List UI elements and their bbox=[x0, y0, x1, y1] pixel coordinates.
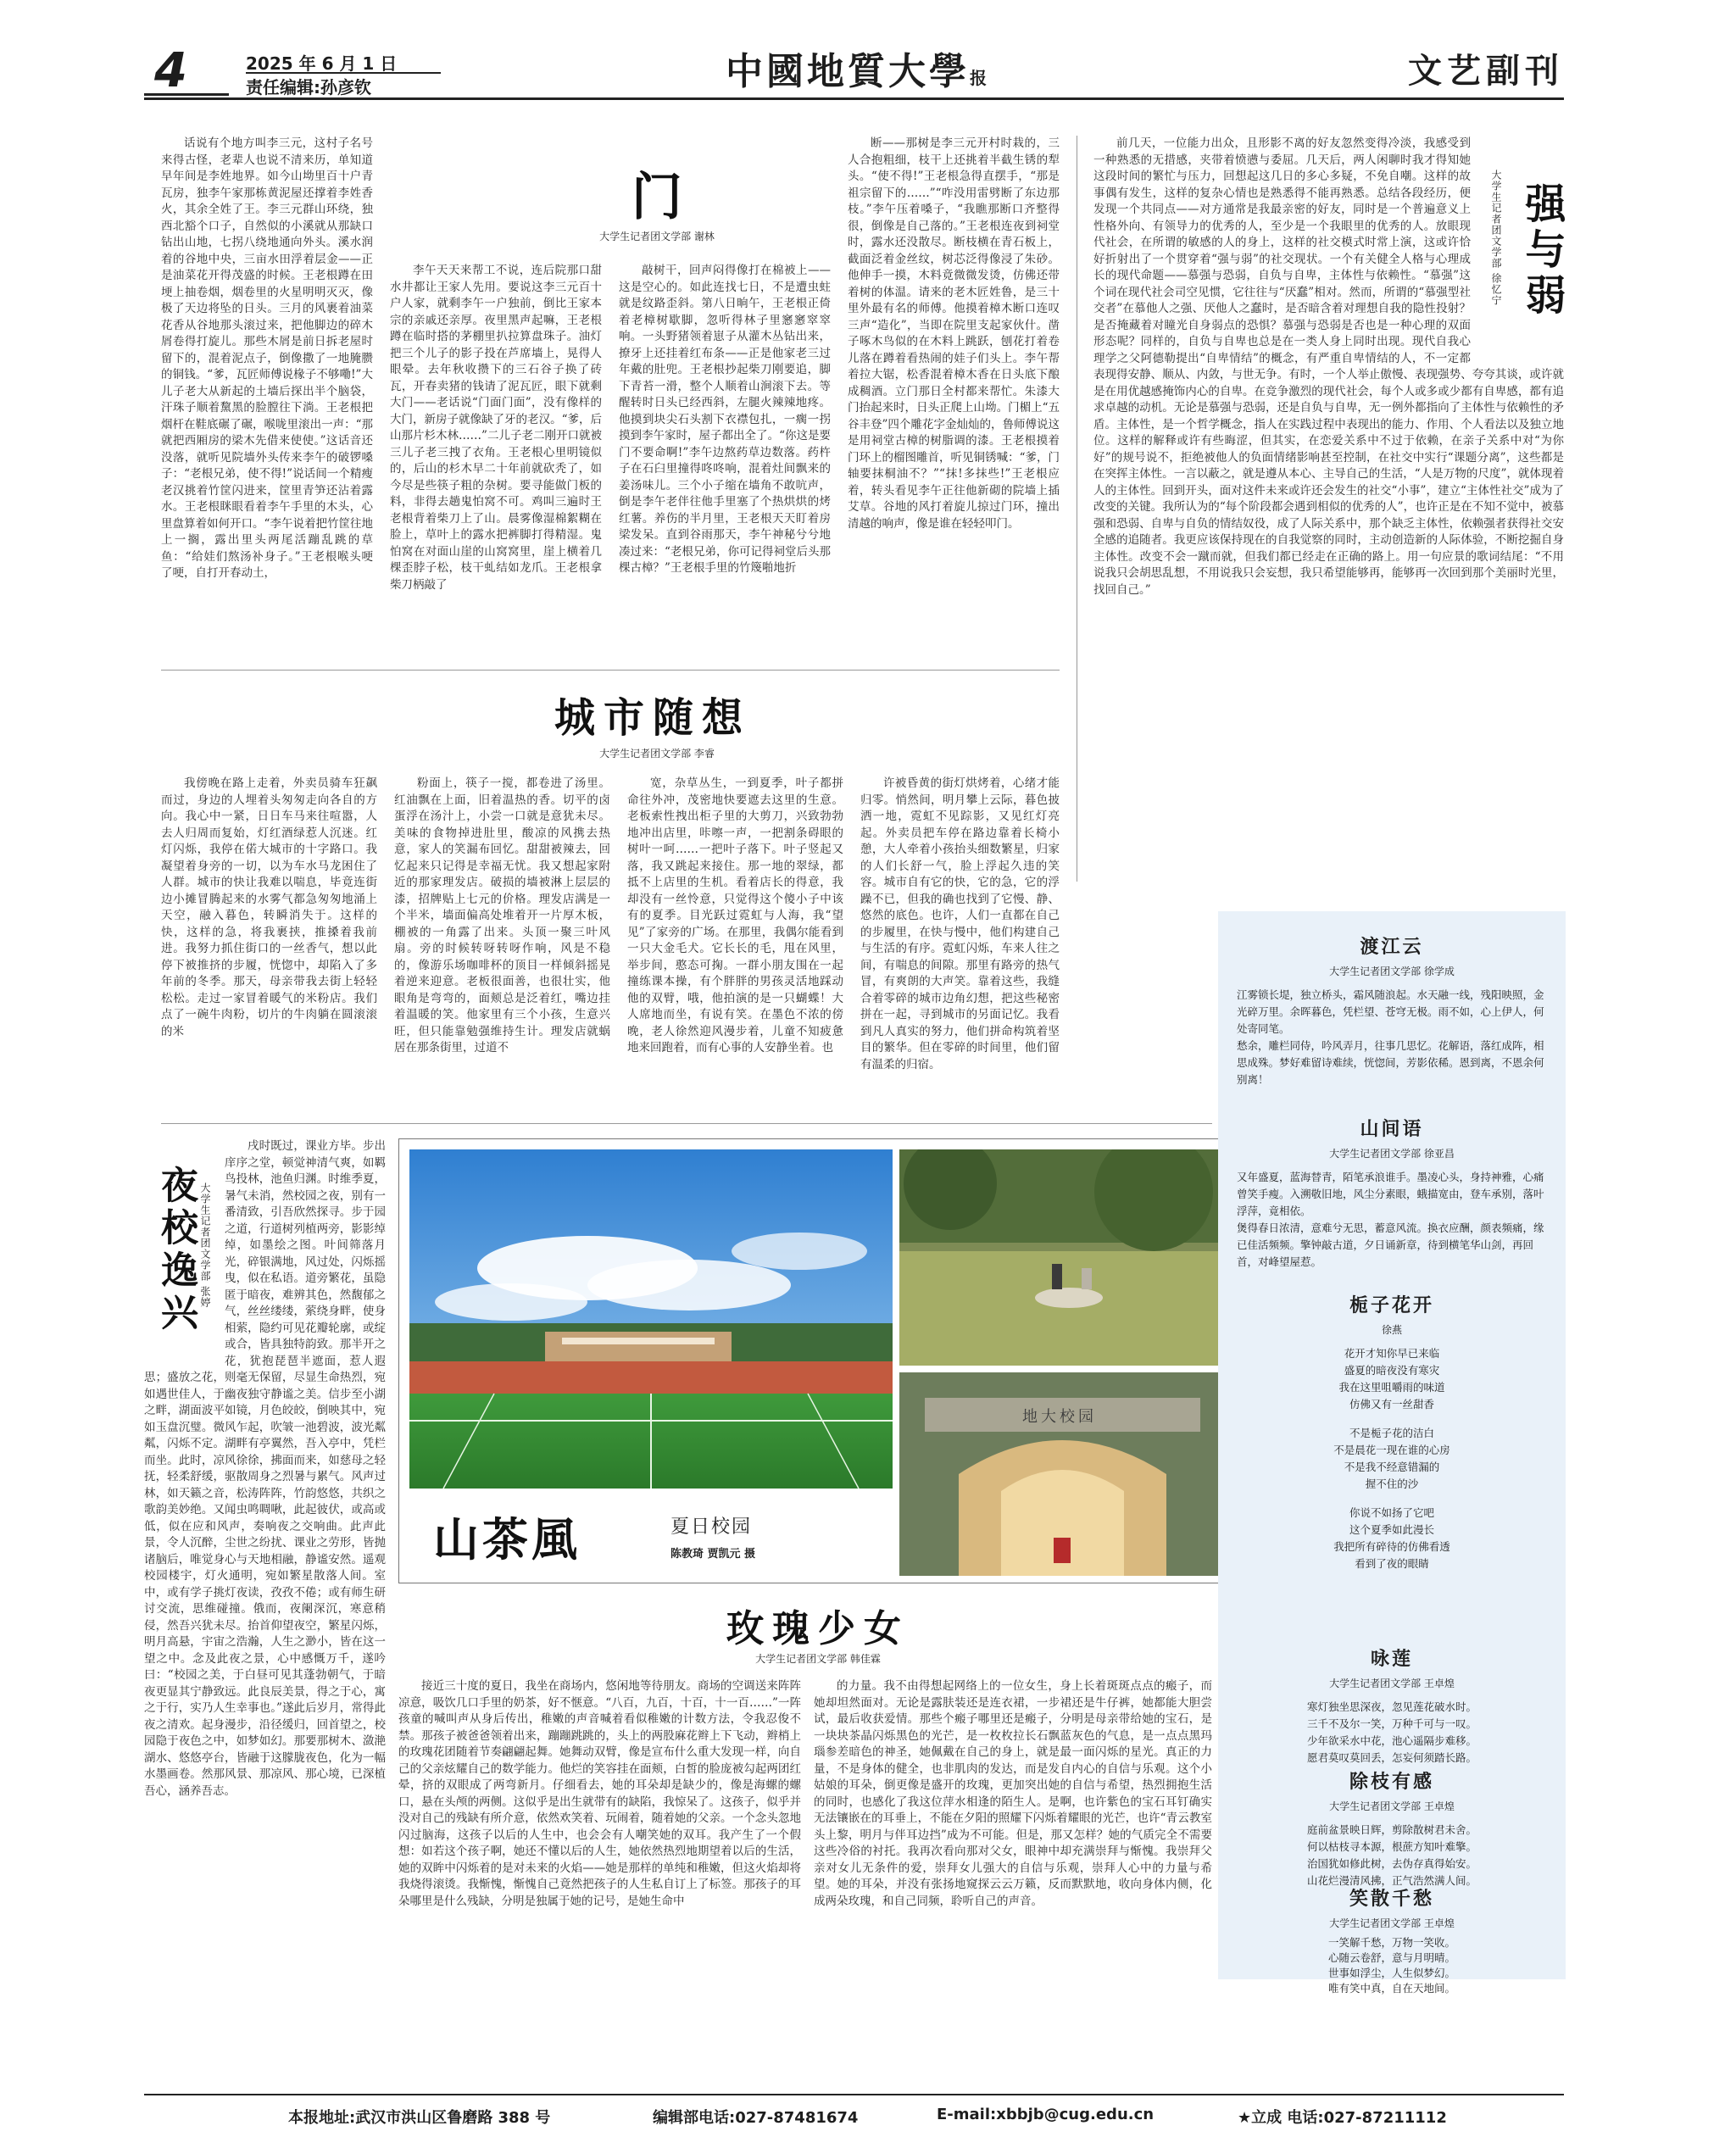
masthead-logo bbox=[704, 48, 1009, 96]
strong-weak-text: 前几天，一位能力出众，且形影不离的好友忽然变得冷淡，我感受到一种熟悉的无措感，夹带着愤懑与委屈。几天后，两人闲聊时我才得知她这段时间的繁忙与压力，回想起这几日的多心多疑，不免自嘲。这样的故事偶有发生，这样的复杂心情也是熟悉得不能再熟悉。总结各段经历，便发现一个共同点——对方通常是我最亲密的好友，同时是一个普遍意义上性格外向、有领导力的优秀的人，至少是一个我眼里的优秀的人。放眼现代社会，在所谓的敏感的人的身上，这样的社交模式时常上演，这或许恰好折射出了一个贯穿着“强与弱”的社交现状。一个有关健全人格与心理成长的现代命题——慕强与恐弱，自负与自卑，主体性与依赖性。“慕强”这个词在现代社会司空见惯，它往往与“厌蠢”相对。然而，所谓的“慕强型社交者”在慕他人之强、厌他人之蠢时，是否暗含着对理想自我的隐性投射？是否掩藏着对瞳光自身弱点的恐惧？慕强与恐弱是否也是一种心理的双面形态呢？同样的，自负与自卑也总是在一类人身上同时出现。现代自我心理学之父阿德勒提出“自卑情结”的概念，有严重自卑情结的人，不一定都表现得安静、顺从、内敛，与世无争。有时，一个人举止傲慢、表现强势、夸夸其谈，或许就是在用优越感掩饰内心的自卑。在竞争激烈的现代社会，每个人或多或少都有自卑感，都有追求卓越的动机。无论是慕强与恐弱，还是自负与自卑，无一例外都指向了主体性与依赖性的矛盾。主体性，是一个哲学概念，指人在实践过程中表现出的能力、作用、个人看法以及独立地位。这样的解释或许有些晦涩，但其实，在恋爱关系中不过于依赖，在亲子关系中对“为你好”的规号说不，拒绝被他人的负面情绪影响甚至控制，在社交中实行“课题分离”，这些都是在突挥主体性。一言以蔽之，就是遵从本心、主导自己的生活，“人是万物的尺度”，就体现着人的主体性。回到开头，面对这件未来或许还会发生的社交“小事”，建立“主体性社交”成为了改变的关键。我所认为的“每个阶段都会遇到相似的优秀的人”，也许正是在不知不觉中，被慕强和恐弱、自卑与自负的情结奴役，成了人际关系中，那个缺乏主体性，依赖强者获得社交安全感的追随者。我更应该保持现在的自我觉察的同时，主动创造新的人际体验，不断挖掘自身主体性。改变不会一蹴而就，但我们都已经走在正确的路上。用一句应景的歌词结尾：“不用说我只会胡思乱想，不用说我只会妄想，我只希望能够再，能够再一次回到那个美丽时光里，找回自己。” bbox=[1093, 136, 1564, 597]
poem bbox=[1218, 1115, 1566, 1271]
poem-line: 唯有笑中真，自在天地间。 bbox=[1327, 1982, 1455, 1995]
poem-line: 煲得春日浓清，意难兮无思，蓄意风流。换衣应酬，颜表频痛，缘已佳活频频。擎钟敲古道，夕日诵新章，待到横笔华山剑，再回首，对峰望屋惹。 bbox=[1237, 1221, 1544, 1268]
city-column-3 bbox=[627, 776, 843, 1110]
poem-line: 愿君莫叹莫回丢，怎妄何须踏长路。 bbox=[1306, 1751, 1477, 1764]
stanza-gap bbox=[1237, 1413, 1547, 1425]
poem-author: 大学生记者团文学部 王卓煌 bbox=[1329, 1678, 1455, 1689]
door-column-1 bbox=[161, 136, 373, 651]
door-column-2 bbox=[390, 263, 602, 651]
page-footer bbox=[144, 2094, 1564, 2128]
header-bottom-rule bbox=[144, 97, 1564, 100]
poem-author: 大学生记者团文学部 王卓煌 bbox=[1329, 1800, 1455, 1812]
poem-line: 我在这里咀嚼雨的味道 bbox=[1338, 1381, 1445, 1394]
section-title: 文艺副刊 bbox=[1408, 52, 1564, 91]
poem-line: 你说不如扬了它吧 bbox=[1349, 1506, 1434, 1519]
poem-line: 不是晨花一现在谁的心房 bbox=[1333, 1444, 1450, 1456]
poem-body bbox=[1218, 1699, 1566, 1767]
poem-title: 咏莲 bbox=[1370, 1648, 1413, 1670]
city-text-4: 许被昏黄的街灯烘烤着，心绪才能归零。悄然间，明月攀上云际，暮色披洒一地，霓虹不见踪影，又见红灯亮起。外卖员把车停在路边靠着长椅小憩，大人牵着小孩抬头细数繁星，归家的人们长舒一气，脸上浮起久违的笑容。城市自有它的快，它的急，它的浮躁不已，但我的确也找到了它慢、静、悠然的底色。也许，人们一直都在自己的步履里，在快与慢中，他们构建自己与生活的有序。霓虹闪烁，车来人往之间，有喘息的间隙。那里有路旁的热气冒，有爽朗的大声笑。靠着这些，我缝合着零碎的城市边角幻想，把这些秘密拼在一起，寻到城市的另面记忆。我看到凡人真实的努力，他们拼命构筑着坚目的繁华。但在零碎的时间里，他们留有温柔的归宿。 bbox=[860, 776, 1060, 1071]
rose-column-1 bbox=[398, 1678, 801, 2060]
photo-stadium bbox=[409, 1149, 893, 1489]
poem-line: 江雾锁长堤，独立桥头，霜风随浪起。水天融一线，残阳映照，金光碎万里。余晖暮色，凭栏望、苍穹无极。雨不如，心上伊人，何处寄同笔。 bbox=[1237, 988, 1544, 1035]
city-column-1 bbox=[161, 776, 377, 1110]
poem-line: 世事如浮尘，人生似梦幻。 bbox=[1327, 1967, 1455, 1979]
poem-body bbox=[1218, 1822, 1566, 1889]
poem-author: 大学生记者团文学部 徐学成 bbox=[1329, 965, 1455, 977]
poem-line: 少年欲采水中花，池心遥隔步难移。 bbox=[1306, 1734, 1477, 1747]
editor-credit: 责任编辑:孙彦钦 bbox=[246, 77, 371, 97]
poem-line: 盛夏的暗夜没有寒灾 bbox=[1344, 1364, 1440, 1377]
night-column bbox=[144, 1138, 386, 2062]
night-text: 戌时既过，课业方毕。步出庠序之堂，顿觉神清气爽，如羁鸟投林，池鱼归渊。时维季夏，暑气未消，然校园之夜，别有一番清致，引吾欣然探寻。步于园之道，行道树列植两旁，影影绰绰，如墨绘之图。叶间筛落月光，碎银满地，风过处，闪烁摇曳，似在私语。道旁繁花，虽隐匿于暗夜，难辨其色，然馥郁之气，丝丝缕缕，萦绕身畔，使身相萦，隐约可见花瓣轮廓，或绽或合，皆具独特韵致。那半开之花，犹抱琵琶半遮面，惹人遐思；盛放之花，则毫无保留，尽显生命热烈，宛如遇世佳人，于幽夜独守静谧之美。信步至小湖之畔，湖面波平如镜，月色皎皎，倒映其中，宛如玉盘沉璧。微风乍起，吹皱一池碧波，波光粼粼，闪烁不定。湖畔有亭翼然，吾入亭中，凭栏而坐。此时，凉风徐徐，拂面而来，如慈母之轻抚，轻柔舒缓，驱散周身之烈暑与累气。风声过林，如天籁之音，松涛阵阵，竹韵悠悠，共织之歌韵美妙绝。又闻虫鸣啁啾，此起彼伏，或高或低，似在应和风声，奏响夜之交响曲。此声此景，令人沉醉，尘世之纷扰、课业之劳形，皆抛诸脑后，唯觉身心与天地相融，静谧安然。遥观校园楼宇，灯火通明，宛如繁星散落人间。室中，或有学子挑灯夜读，孜孜不倦；或有师生研讨交流，思维碰撞。俄而，夜阑深沉，寒意稍侵，然吾兴犹未尽。抬首仰望夜空，繁星闪烁，明月高悬，宇宙之浩瀚，人生之渺小，皆在这一望之中。念及此夜之景，心中感慨万千，遂吟曰：“校园之美，于白昼可见其蓬勃朝气，于暗夜更显其宁静致远。此良辰美景，得之于心，寓之于行，实乃人生幸事也。”遂此后岁月，常得此夜之清欢。起身漫步，沿径缓归，回首望之，校园隐于夜色之中，如梦如幻。那要那树木、潋滟湖水、悠悠亭台，皆融于这朦胧夜色，化为一幅水墨画卷。然那风景、那凉风、那心境，已深植吾心，涵养吾志。 bbox=[144, 1139, 386, 1798]
poem-line: 仿佛又有一丝甜香 bbox=[1349, 1398, 1434, 1411]
masthead-suffix: 报 bbox=[970, 68, 987, 88]
article-title-city: 城市随想 bbox=[554, 694, 751, 742]
poem-line: 庭前盆景映日辉，剪除散树君未舍。 bbox=[1306, 1823, 1477, 1836]
poem bbox=[1218, 1644, 1566, 1767]
masthead-text: 中國地質大學 bbox=[726, 50, 970, 93]
poem-body bbox=[1218, 1935, 1566, 1996]
article-title-night: 夜校逸兴 bbox=[154, 1166, 198, 1335]
poem bbox=[1218, 932, 1566, 1088]
door-text-2: 李午天天来帮工不说，连后院那口甜水井都让王家人先用。要说这李三元百十户人家，就剩李午一户独前，倒比王家本宗的亲戚还亲厚。夜里黑声起嘛，王老根蹲在临时搭的茅棚里扒拉算盘珠子。油灯把三个儿子的影子投在芦席墙上，晃得人眼晕。去年秋收攒下的三石谷子换了砖瓦，开春卖猪的钱请了泥瓦匠，眼下就剩大门——老话说“门面门面”，没有像样的大门，新房子就像缺了牙的老汉。“爹，后山那片杉木林……”二儿子老二刚开口就被三儿子老三拽了衣角。王老根心里明镜似的，后山的杉木早二十年前就砍秃了，如今尽是些筷子粗的杂树。要寻能做门板的料，非得去趟鬼怕窝不可。鸡叫三遍时王老根背着柴刀上了山。晨雾像湿棉絮糊在脸上，草叶上的露水把裤脚打得精湿。鬼怕窝在对面山崖的山窝窝里，崖上横着几棵歪脖子松，枝干虬结如龙爪。王老根拿柴刀柄敲了 bbox=[390, 264, 602, 592]
photo-caption: 夏日校园 bbox=[670, 1516, 753, 1538]
page-header bbox=[144, 43, 1564, 99]
section-divider bbox=[161, 1123, 1212, 1124]
poem bbox=[1218, 1291, 1566, 1572]
poem-line: 寒灯独坐思深夜，忽见莲花破水时。 bbox=[1306, 1700, 1477, 1713]
photo-feature bbox=[398, 1138, 1233, 1583]
poem-title: 笑散千愁 bbox=[1349, 1888, 1434, 1910]
page-number: 4 bbox=[144, 47, 229, 96]
poem-line: 这个夏季如此漫长 bbox=[1349, 1523, 1434, 1536]
poem-author: 大学生记者团文学部 徐亚昌 bbox=[1329, 1148, 1455, 1160]
night-title-spacer bbox=[144, 1138, 225, 1355]
poem-line: 山花烂漫清风拂，正气浩然满人间。 bbox=[1306, 1874, 1477, 1887]
poem-line: 花开才知你早已来临 bbox=[1344, 1347, 1440, 1360]
article-byline-city: 大学生记者团文学部 李睿 bbox=[599, 748, 715, 760]
poem-line: 又年盛夏，蓝海替青，陌笔承浪谁手。墨凌心头，身持神雅，心痛曾笑手瘦。入溯敬旧地，风尘分素眼，蛾描宽由，登车承别，落叶浮萍，竟相依。 bbox=[1237, 1171, 1544, 1217]
footer-address: 本报地址:武汉市洪山区鲁磨路 388 号 bbox=[288, 2109, 551, 2127]
poem-line: 治国犹如修此树，去伪存真得始安。 bbox=[1306, 1857, 1477, 1870]
poem-body bbox=[1218, 1345, 1566, 1572]
door-column-4 bbox=[848, 136, 1060, 651]
tunnel-sign: 地大校园 bbox=[1022, 1408, 1097, 1426]
poem-line: 不是栀子花的洁白 bbox=[1349, 1427, 1434, 1439]
poem-line: 看到了夜的眼睛 bbox=[1355, 1557, 1429, 1570]
section-divider bbox=[161, 670, 1060, 671]
poem-line: 我把所有碎待的仿佛看透 bbox=[1333, 1540, 1450, 1553]
door-text-3: 敲树干，回声闷得像打在棉被上——这是空心的。如此连找七日，不是遭虫蛀就是纹路歪斜。第八日晌午，王老根正倚着老樟树歇脚，忽听得林子里窸窸窣窣响。一头野猪领着崽子从灌木丛钻出来，撩牙上还挂着红布条——正是他家老三过年戴的肚兜。王老根抄起柴刀刚要追，脚下青苔一滑，整个人顺着山涧滚下去。等醒转时日头已经西斜，左腿火辣辣地疼。他摸到块尖石头割下衣襟包扎，一瘸一拐摸到李午家时，屋子都出全了。“你这是要门不要命啊!”李午边熬药草边数落。药杵子在石臼里撞得咚咚响，混着灶间飘来的姜汤味儿。三个小子缩在墙角不敢吭声，倒是李午老伴往他手里塞了个热烘烘的烤红薯。养伤的半月里，王老根天天盯着房梁发呆。直到谷雨那天，李午神秘兮兮地凑过来：“老根兄弟，你可记得祠堂后头那棵古樟？”王老根手里的竹篾啪地折 bbox=[619, 264, 831, 575]
poem-line: 何以枯枝寻本源，根蔗方知叶难擎。 bbox=[1306, 1840, 1477, 1853]
city-text-3: 宽，杂草丛生，一到夏季，叶子都拼命往外冲，茂密地快要遮去这里的生意。老板索性拽出柜子里的大剪刀，兴致勃勃地冲出店里，咔嚓一声，一把割条碍眼的树叶一呵……一把叶子落下。叶子竖起又落，我又跳起来接住。那一地的翠绿，都抵不上店里的生机。看着店长的得意，我却没有一丝怜意，只觉得这个傻小子中该有的夏季。目光跃过霓虹与人海，我“望见”了家旁的广场。在那里，我偶尔能看到一只大金毛犬。它长长的毛，甩在风里，举步间，憨态可掬。一群小朋友围在一起撞练课本操，有个胖胖的男孩灵活地踩动他的双臂，哦，他拍演的是一只蝴蝶！大人席地而坐，有说有笑。在墨色不浓的傍晚，老人徐然迎风漫步着，儿童不知疲惫地来回跑着，而有心事的人安静坐着。也 bbox=[627, 776, 843, 1055]
stanza-gap bbox=[1237, 1493, 1547, 1505]
rose-text-2: 的力量。我不由得想起网络上的一位女生，身上长着斑斑点点的瘢子，而她却坦然面对。无论是露肤装还是连衣裙，一步裙还是牛仔裤，她都能大胆尝试，最后收获爱情。那些个瘢子哪里还是瘢子，分明是母亲带给她的宝石，是一块块茶晶闪烁黑色的光芒，是一枚枚拉长石飘蓝灰色的气息，是一点点黑玛瑙参差暗色的神圣，她佩戴在自己的身上，就是最一面闪烁的星光。真正的力量，不是身体的健全，也非肌肉的发达，而是发自内心的自信与乐观。这个小姑娘的耳朵，倒更像是盛开的玫瑰，更加突出她的自信与希望，热烈拥抱生活的同时，也感化了我这位萍水相逢的陌生人。是啊，也许紫色的宝石耳钉确实无法镶嵌在的耳垂上，不能在夕阳的照耀下闪烁着耀眼的光芒，也许“青云教室头上黎，明月与伴耳边挡”成为不可能。但是，那又怎样？她的气质完全不需要这些冷俗的衬托。我再次看向那对父女，眼神中却充满崇拜与惭愧。我崇拜父亲对女儿无条件的爱，崇拜女儿强大的自信与乐观，崇拜人心中的力量与希望。她的耳朵，并没有张扬地窥探云云万籁，反而默默地，收向身体内侧，化成两朵玫瑰，和自己同频，聆听自己的声音。 bbox=[814, 1679, 1212, 1908]
tunnel-illustration bbox=[899, 1372, 1226, 1576]
poem-line: 握不住的沙 bbox=[1365, 1477, 1419, 1490]
poem-title: 栀子花开 bbox=[1349, 1294, 1434, 1316]
issue-date: 2025 年 6 月 1 日 bbox=[246, 53, 398, 74]
poem bbox=[1218, 1884, 1566, 1996]
poem-line: 心随云卷舒，意与月明晴。 bbox=[1327, 1951, 1455, 1964]
door-text-4: 断——那树是李三元开村时栽的，三人合抱粗细，枝干上还挑着半截生锈的犁头。“使不得!”王老根急得直摆手，“那是祖宗留下的……”“咋没用雷劈断了东边那枝。”李午压着嗓子，“我瞧那断口齐整得很，倒像是自己落的。”王老根连夜到祠堂时，露水还没散尽。断枝横在青石板上，截面泛着金丝纹，树芯泛得像浸了朱砂。他伸手一摸，木料竟微微发烫，仿佛还带着树的体温。请来的老木匠姓鲁，是三十里外最有名的师傅。他摸着樟木断口连叹三声“造化”，当即在院里支起家伙什。凿子啄木鸟似的在木料上跳跃，刨花打着卷儿落在蹲着看热闹的娃子们头上。李午帮着拉大锯，松香混着樟木香在日头底下酿成稠酒。立门那日全村都来帮忙。朱漆大门抬起来时，日头正爬上山坳。门楣上“五谷丰登”四个雕花字金灿灿的，鲁师傅说这是用祠堂古樟的树脂调的漆。王老根摸着门环上的榴图雕首，听见铜锈喊：“爹，门轴要抹桐油不？”“抹!多抹些!”王老根应着，转头看见李午正往他新砌的院墙上插艾草。谷地的风打着旋儿掠过门环，撞出清越的响声，像是谁在轻轻叩门。 bbox=[848, 136, 1060, 531]
city-text-1: 我傍晚在路上走着，外卖员骑车狂飙而过，身边的人埋着头匆匆走向各自的方向。我心中一紧，日日车马来往喧嚣，人去人归周而复始，灯红酒绿惹人沉迷。红灯闪烁，我停在偌大城市的十字路口。我凝望着身旁的一切，以为车水马龙困住了人群。城市的快让我难以喘息，毕竟连街边小摊冒腾起来的水雾气都急匆匆地涌上天空，融入暮色，转瞬消失于。这样的快，这样的急，将我裹挟，推搡着我前进。我努力抓住街口的一丝香气，想以此停下被推挤的步履，恍惚中，却陷入了多年前的冬季。那天，母亲带我去街上轻轻松松。走过一家冒着暖气的米粉店。我们点了一碗牛肉粉，切片的牛肉躺在圆滚滚的米 bbox=[161, 776, 377, 1038]
photo-lawn bbox=[899, 1149, 1226, 1366]
poem bbox=[1218, 1767, 1566, 1889]
article-byline-strong-weak: 大学生记者团文学部 徐忆宁 bbox=[1490, 170, 1502, 306]
photo-column-label: 山茶風 bbox=[433, 1512, 581, 1566]
poem-title: 山间语 bbox=[1360, 1118, 1424, 1140]
footer-layout-credit: ★立成 电话:027-87211112 bbox=[1238, 2109, 1447, 2127]
article-title-door: 门 bbox=[632, 168, 682, 227]
poem-title: 渡江云 bbox=[1360, 936, 1424, 958]
city-text-2: 粉面上，筷子一搅，都卷进了汤里。红油飘在上面，旧着温热的香。切平的卤蛋浮在汤汁上，小尝一口就是意犹未尽。美味的食物掉进肚里，酸凉的风携去热意，家人的笑漏布回忆。甜甜被辣去，回忆起来只记得是幸福无忧。我又想起家附近的那家理发店。破损的墙被淋上层层的漆，招牌贴上七元的价格。理发店满是一个半米，墙面偏高处堆着开一片厚木板，棚被的一角露了出来。头顶一聚三叶风扇。旁的时候转呀转呀作响，风是不稳的，像游乐场咖啡杯的顶目一样倾斜摇晃着逆来迎意。老板很面善，也很壮实，他眼角是弯弯的，面颊总是泛着红，嘴边挂着温暖的笑。他家里有三个小孩，生意兴旺，但只能靠勉强维持生计。理发店就蜗居在那条街里，过道不 bbox=[394, 776, 610, 1055]
city-column-4 bbox=[860, 776, 1060, 1110]
poem-author: 大学生记者团文学部 王卓煌 bbox=[1329, 1917, 1455, 1929]
article-byline-door: 大学生记者团文学部 谢林 bbox=[599, 231, 715, 242]
strong-weak-title-spacer bbox=[1471, 136, 1564, 356]
article-title-rose: 玫瑰少女 bbox=[726, 1607, 910, 1650]
city-column-2 bbox=[394, 776, 610, 1110]
poem-body bbox=[1218, 987, 1566, 1088]
article-byline-night: 大学生记者团文学部 张婷 bbox=[199, 1183, 211, 1308]
article-title-strong-weak: 强与弱 bbox=[1518, 182, 1566, 320]
rose-column-2 bbox=[814, 1678, 1212, 2060]
lawn-illustration bbox=[899, 1149, 1226, 1366]
poem-line: 三千不及尔一笑，万种千可与一叹。 bbox=[1306, 1717, 1477, 1730]
poem-line: 一笑解千愁，万物一笑收。 bbox=[1327, 1936, 1455, 1949]
rose-text-1: 接近三十度的夏日，我坐在商场内，悠闲地等待朋友。商场的空调送来阵阵凉意，吸饮几口手里的奶茶，好不惬意。“八百，九百，十百，十一百……”一阵孩童的喊叫声从身后传出，稚嫩的声音喊着看似稚嫩的计数方法，令我忍俊不禁。那孩子被爸爸领着出来，蹦蹦跳跳的，头上的两股麻花辫上下飞动，辫梢上的玫瑰花团随着节奏翩翩起舞。她舞动双臂，像是宣布什么重大发现一样，向自己的父亲炫耀自己的数学能力。他烂的笑容挂在面颊，白皙的脸庞被勾起两团红晕，挤的双眼成了两弯新月。仔细看去，她的耳朵却是缺少的，像是海螺的螺口，悬在头颅的两侧。这似乎是出生就带有的缺陷，我惊呆了。这孩子，似乎并没对自己的残缺有所介意，依然欢笑着、玩闹着，随着她的父亲。一个念头忽地闪过脑海，这孩子以后的人生中，也会会有人嘲笑她的双耳。我产生了一个假想：如若这个孩子啊，她还不懂以后的人生，她依然热烈地期望着以后的生活，她的双眸中闪烁着的是对未来的火焰——她是那样的单纯和稚嫩，但这火焰却将我烧得滚烫。我惭愧，惭愧自己竟然把孩子的人生私自订上了标签。那孩子的耳朵哪里是什么残缺，分明是独属于她的记号，是她生命中 bbox=[398, 1679, 801, 1908]
stadium-illustration bbox=[409, 1149, 893, 1489]
strong-weak-column bbox=[1093, 136, 1564, 899]
poem-body bbox=[1218, 1169, 1566, 1271]
article-byline-rose: 大学生记者团文学部 韩佳霖 bbox=[755, 1653, 881, 1665]
poem-line: 不是我不经意错漏的 bbox=[1344, 1461, 1440, 1473]
poetry-sidebar bbox=[1218, 911, 1566, 1995]
footer-phone: 编辑部电话:027-87481674 bbox=[653, 2109, 859, 2127]
door-column-3 bbox=[619, 263, 831, 651]
door-text-1: 话说有个地方叫李三元，这村子名号来得古怪，老辈人也说不清来历，单知道早年间是李姓地界。如今山坳里百十户青瓦房，独李午家那栋黄泥屋还撑着李姓香火，其余全姓了王。李三元群山环绕，独西北豁个口子，自然似的小溪就从那缺口钻出山地，七拐八绕地通向外头。溪水润着的谷地中央，三亩水田浮着层金——正是油菜花开得茂盛的时候。王老根蹲在田埂上抽卷烟，烟卷里的火星明明灭灭，像极了天边将坠的日头。三月的风裹着油菜花香从谷地那头滚过来，把他脚边的碎木屑卷得打旋儿。那些木屑是前日拆老屋时留下的，混着泥点子，倒像撒了一地腌臜的铜钱。“爹，瓦匠师傅说椽子不够嘞!”大儿子老大从新起的土墙后探出半个脑袋，汗珠子顺着黧黑的脸膛往下淌。王老根把烟杆在鞋底碾了碾，喉咙里滚出一声：“那就把西厢房的梁木先借来使使。”这话音还没落，就听见院墙外头传来李午的破锣嗓子：“老根兄弟，使不得!”说话间一个精瘦老汉挑着竹筐闪进来，筐里青笋还沾着露水。王老根眯眼看着李午手里的木头，心里盘算着如何开口。“李午说着把竹筐往地上一搁，露出里头两尾活蹦乱跳的草鱼：“给娃们熬汤补身子。”王老根喉头哽了哽，自打开春动土， bbox=[161, 136, 373, 580]
poem-line: 愁余，雕栏同侍，吟风弄月，往事几思忆。花解语，落红成阵，相思成殊。梦好难留诗难续，恍惚间，芳影依稀。恩到离，不恩余何别离！ bbox=[1237, 1039, 1544, 1086]
photo-tunnel bbox=[899, 1372, 1226, 1576]
footer-email: E-mail:xbbjb@cug.edu.cn bbox=[937, 2106, 1155, 2123]
photo-credit: 陈教琦 贾凯元 摄 bbox=[670, 1548, 756, 1561]
poem-author: 徐燕 bbox=[1381, 1324, 1402, 1336]
poem-title: 除枝有感 bbox=[1349, 1771, 1434, 1793]
